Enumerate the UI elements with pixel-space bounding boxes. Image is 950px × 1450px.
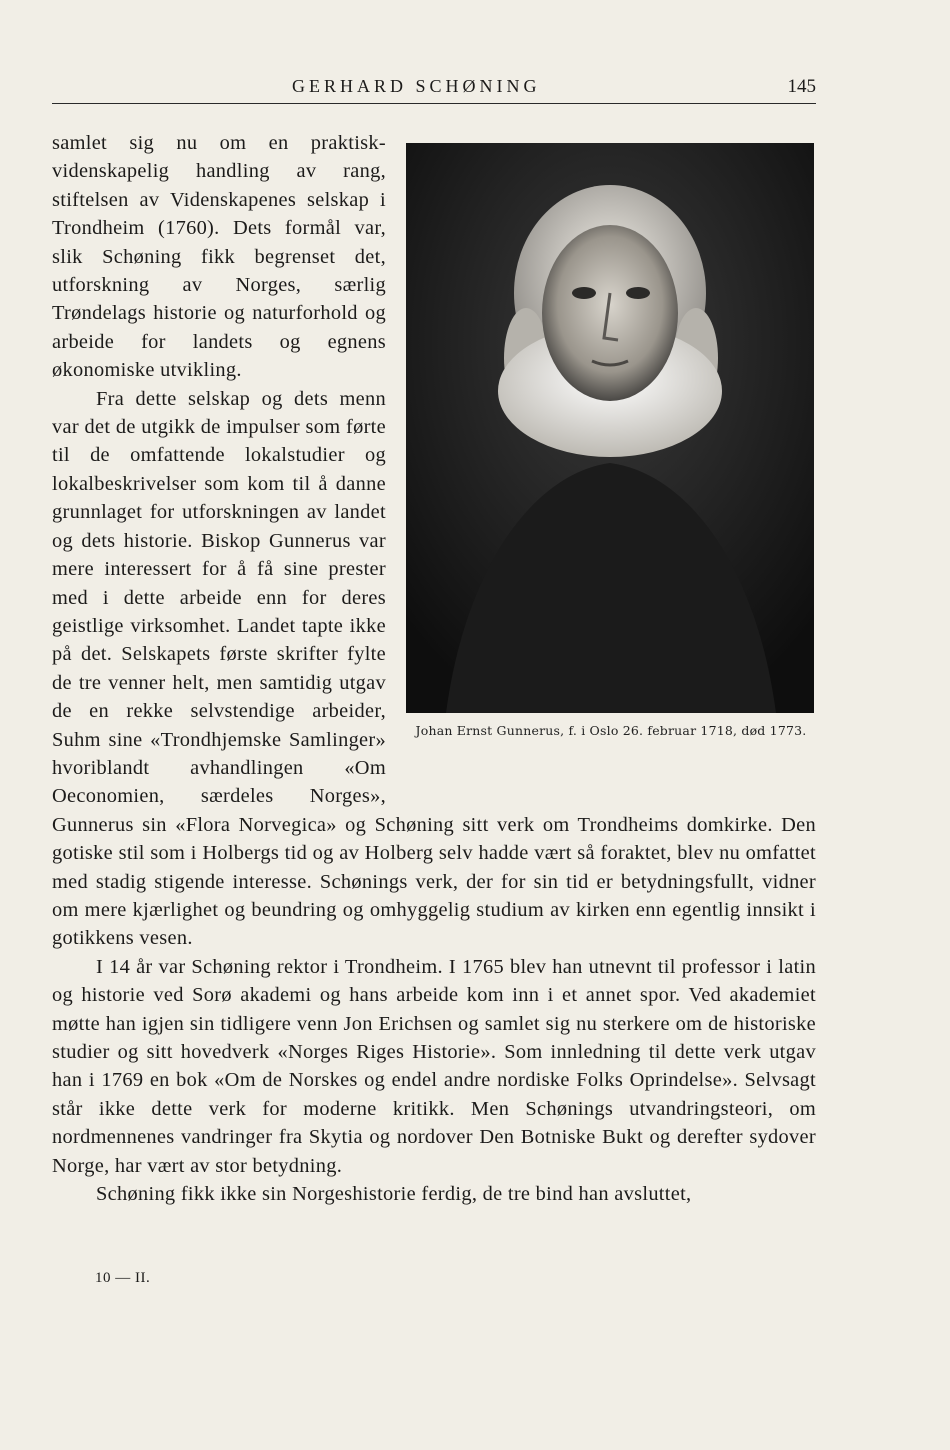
paragraph: I 14 år var Schøning rektor i Trondheim. I 1765 blev han utnevnt til professor i latin og historie ved Sorø akademi og hans arbeide kom inn i et annet spor. Ved akademiet møtte han igjen sin tidligere venn Jon Erichsen og samlet sig nu sterkere om de historiske studier og sitt hovedverk «Norges Riges Historie». Som innledning til dette verk utgav han i 1769 en bok «Om de Norskes og endel andre nordiske Folks Oprindelse». Selvsagt står ikke dette verk for moderne kritikk. Men Schønings utvandringsteori, om nordmennenes vandringer fra Skytia og nordover Den Botniske Bukt og derefter sydover Norge, har vært av stor betydning. xyxy=(52,955,816,1177)
body-text xyxy=(52,129,816,1208)
page-header xyxy=(52,76,816,106)
portrait-figure xyxy=(406,143,816,783)
portrait-image xyxy=(406,143,814,713)
paragraph: samlet sig nu om en praktisk-videnskapelig handling av rang, stiftelsen av Videnskapenes selskap i Trondheim (1760). Dets formål var, slik Schøning fikk begrenset det, utforskning av Norges, særlig Trøndelags historie og naturforhold og arbeide for landets og egnens økonomiske utvikling. xyxy=(52,132,386,382)
portrait-caption: Johan Ernst Gunnerus, f. i Oslo 26. februar 1718, død 1773. xyxy=(415,723,807,738)
header-rule xyxy=(52,103,816,104)
running-title: GERHARD SCHØNING xyxy=(292,76,541,96)
page-number: 145 xyxy=(787,76,816,97)
portrait-illustration xyxy=(406,143,814,713)
paragraph: Fra dette selskap og dets menn var det de utgikk de impulser som førte til de omfattende lokalstudier og lokalbeskrivelser som kom til å danne grunnlaget for utforskningen av landet og dets historie. Biskop Gunnerus var mere interessert for å få sine prester med i dette arbeide enn for deres geistlige virksomhet. Landet tapte ikke på det. Selskapets første skrifter fylte de tre venner helt, men samtidig utgav de en rekke selvstendige arbeider, Suhm sine «Trondhjemske Samlinger» hvoriblandt avhandlingen «Om Oeconomien, særdeles Norges», Gunnerus sin «Flora Norvegica» og Schøning sitt verk om Trondheims domkirke. Den gotiske stil som i Holbergs tid og av Holberg selv hadde vært så foraktet, blev nu omfattet med stadig stigende interesse. Schønings verk, der for sin tid er betydningsfullt, vidner om mere kjærlighet og beundring og omhyggelig studium av kirken enn egentlig innsikt i gotikkens vesen. xyxy=(52,387,816,950)
paragraph: Schøning fikk ikke sin Norgeshistorie ferdig, de tre bind han avsluttet, xyxy=(96,1183,692,1206)
signature-mark: 10 — II. xyxy=(95,1270,151,1286)
